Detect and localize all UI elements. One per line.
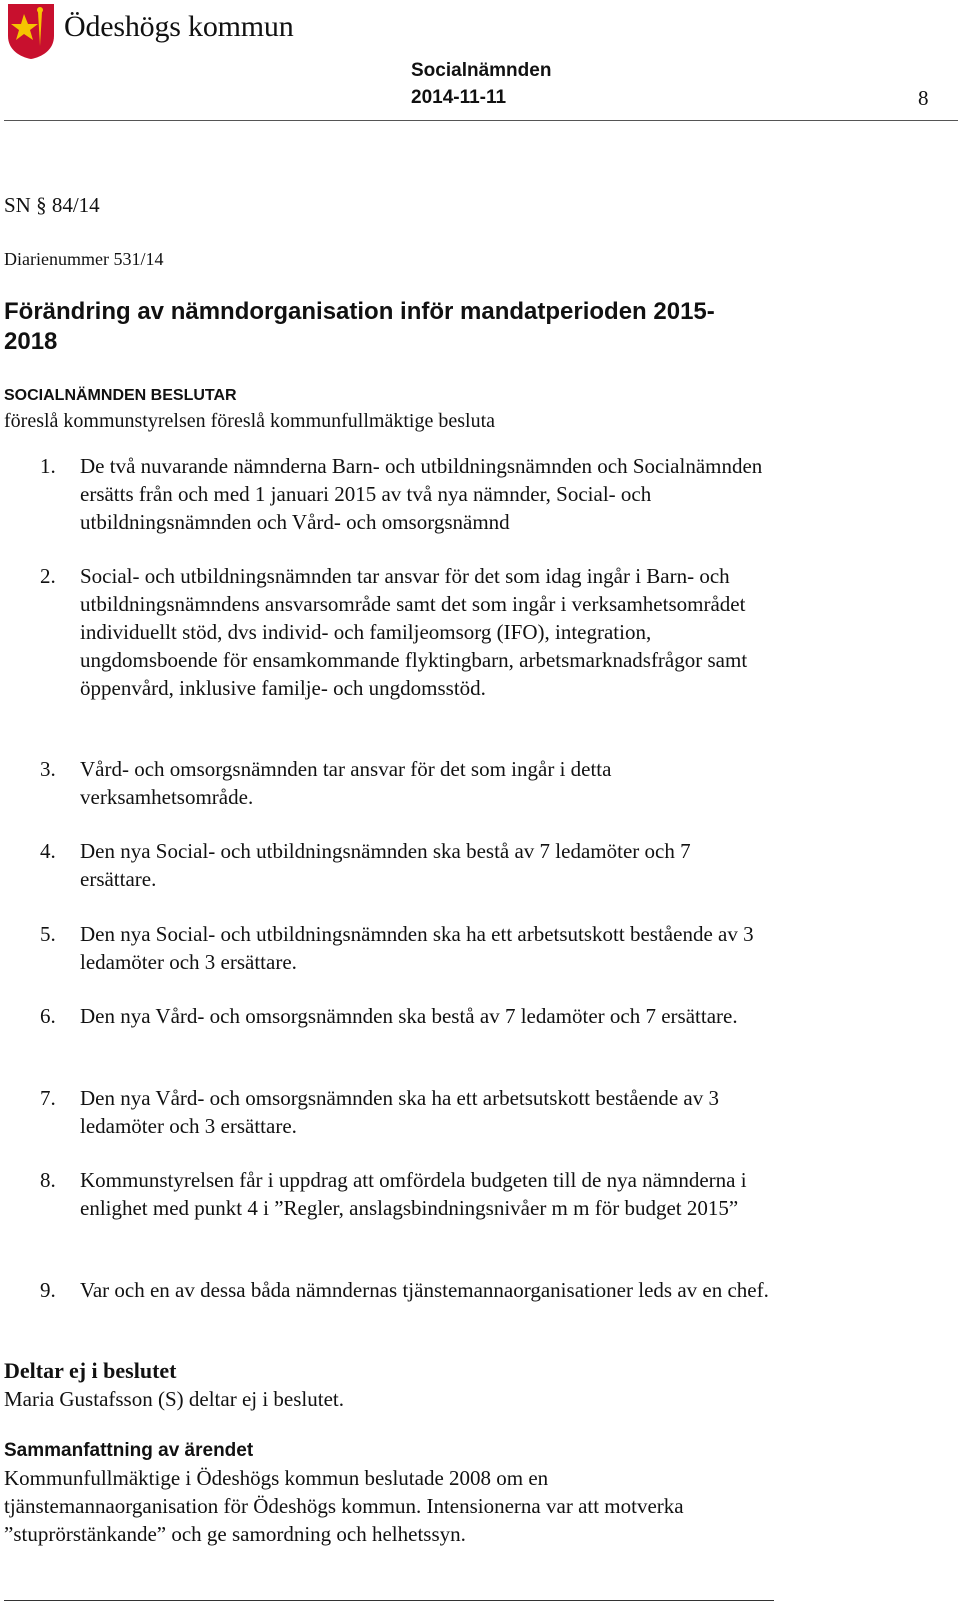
- item-number: 9.: [40, 1278, 56, 1302]
- item-text: Vård- och omsorgsnämnden tar ansvar för det som ingår i detta verksamhetsområde.: [80, 757, 612, 809]
- footer-divider: [4, 1600, 774, 1601]
- diary-number: Diarienummer 531/14: [4, 249, 164, 269]
- item-text: Den nya Social- och utbildningsnämnden ska bestå av 7 ledamöter och 7 ersättare.: [80, 839, 691, 891]
- item-text: Den nya Social- och utbildningsnämnden ska ha ett arbetsutskott bestående av 3 ledamöter och 3 ersättare.: [80, 922, 754, 974]
- paragraph-reference: SN § 84/14: [4, 193, 100, 217]
- item-text: Den nya Vård- och omsorgsnämnden ska bestå av 7 ledamöter och 7 ersättare.: [80, 1004, 738, 1028]
- page-header: [0, 0, 960, 122]
- item-text: Kommunstyrelsen får i uppdrag att omfördela budgeten till de nya nämnderna i enlighet med punkt 4 i ”Regler, anslagsbindningsnivåer m m för budget 2015”: [80, 1168, 747, 1220]
- decision-heading: SOCIALNÄMNDEN BESLUTAR: [4, 387, 237, 404]
- item-number: 1.: [40, 454, 56, 478]
- coat-of-arms-icon: [6, 2, 56, 60]
- item-number: 3.: [40, 757, 56, 781]
- page-number: 8: [918, 86, 929, 110]
- case-title: Förändring av nämndorganisation inför mandatperioden 2015-2018: [4, 298, 715, 355]
- item-number: 2.: [40, 564, 56, 588]
- summary-text: Kommunfullmäktige i Ödeshögs kommun beslutade 2008 om en tjänstemannaorganisation för Ödeshögs kommun. Intensionerna var att motverka ”stuprörstänkande” och ge samordning och helhetssyn.: [4, 1466, 684, 1546]
- summary-heading: Sammanfattning av ärendet: [4, 1440, 254, 1461]
- not-participating-text: Maria Gustafsson (S) deltar ej i beslutet.: [4, 1387, 344, 1411]
- item-number: 6.: [40, 1004, 56, 1028]
- meeting-date: 2014-11-11: [411, 87, 507, 108]
- item-number: 8.: [40, 1168, 56, 1192]
- item-number: 4.: [40, 839, 56, 863]
- item-text: Den nya Vård- och omsorgsnämnden ska ha ett arbetsutskott bestående av 3 ledamöter och 3 ersättare.: [80, 1086, 719, 1138]
- not-participating-heading: Deltar ej i beslutet: [4, 1358, 177, 1383]
- item-text: Var och en av dessa båda nämndernas tjänstemannaorganisationer leds av en chef.: [80, 1278, 769, 1302]
- header-divider: [4, 120, 958, 121]
- committee-name: Socialnämnden: [411, 60, 552, 81]
- item-number: 7.: [40, 1086, 56, 1110]
- item-text: De två nuvarande nämnderna Barn- och utbildningsnämnden och Socialnämnden ersätts från och med 1 januari 2015 av två nya nämnder, Social- och utbildningsnämnden och Vård- och omsorgsnämnd: [80, 454, 763, 534]
- item-text: Social- och utbildningsnämnden tar ansvar för det som idag ingår i Barn- och utbildningsnämndens ansvarsområde samt det som ingår i verksamhetsområdet individuellt stöd, dvs individ- och familjeomsorg (IFO), integration, ungdomsboende för ensamkommande flyktingbarn, arbetsmarknadsfrågor samt öppenvård, inklusive familje- och ungdomsstöd.: [80, 564, 748, 700]
- municipality-name: Ödeshögs kommun: [64, 10, 294, 43]
- item-number: 5.: [40, 922, 56, 946]
- decision-intro: föreslå kommunstyrelsen föreslå kommunfullmäktige besluta: [4, 410, 495, 432]
